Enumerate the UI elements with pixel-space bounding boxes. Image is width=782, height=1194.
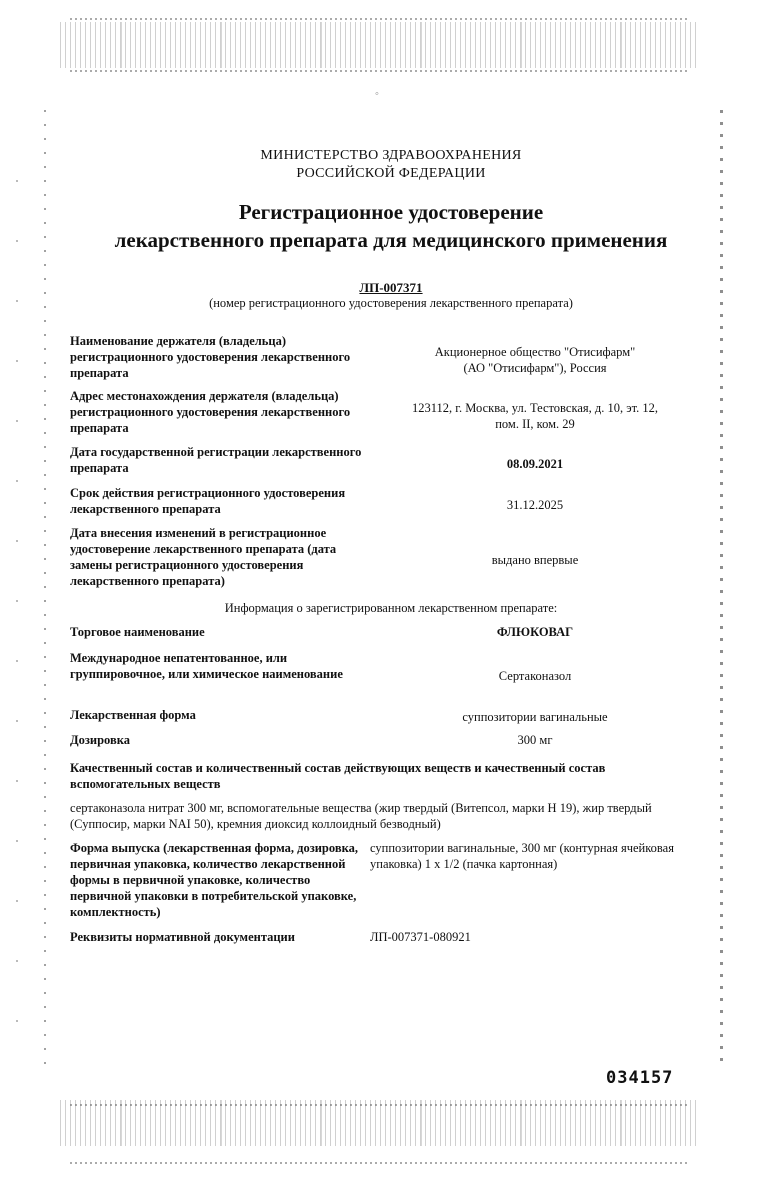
dosage-form-label: Лекарственная форма	[70, 708, 196, 722]
changes-date-row	[70, 525, 700, 591]
normative-doc-label: Реквизиты нормативной документации	[70, 930, 295, 944]
dosage-form-value: суппозитории вагинальные	[462, 710, 608, 724]
banner-line-top	[70, 18, 690, 20]
registration-date-value: 08.09.2021	[506, 457, 564, 471]
banner-line-bottom-lower	[70, 1162, 690, 1164]
validity-row	[70, 485, 700, 519]
holder-name-value-line-2: (АО "Отисифарм"), Россия	[463, 361, 607, 375]
banner-line-bottom	[70, 1104, 690, 1106]
title-line-1: Регистрационное удостоверение	[238, 200, 544, 224]
dosage-value: 300 мг	[517, 733, 553, 747]
serial-number: 034157	[606, 1068, 674, 1088]
dosage-label: Дозировка	[70, 733, 130, 747]
banner-line-top-lower	[70, 70, 690, 72]
release-form-value: суппозитории вагинальные, 300 мг (контурная ячейковая упаковка) 1 x 1/2 (пачка картонная)	[370, 841, 674, 871]
perforation-right	[720, 110, 723, 1070]
document-title	[0, 198, 782, 254]
registration-date-row	[70, 444, 700, 478]
changes-date-value: выдано впервые	[491, 553, 579, 567]
ministry-header	[0, 147, 782, 183]
title-line-2: лекарственного препарата для медицинского применения	[114, 228, 668, 252]
perforation-left-outer	[16, 180, 18, 1060]
holder-name-value-line-1: Акционерное общество "Отисифарм"	[434, 345, 636, 359]
validity-label: Срок действия регистрационного удостоверения лекарственного препарата	[70, 486, 346, 516]
perforation-left	[44, 110, 46, 1070]
validity-value: 31.12.2025	[506, 498, 564, 512]
ministry-line-1: МИНИСТЕРСТВО ЗДРАВООХРАНЕНИЯ	[260, 148, 522, 163]
registration-date-label: Дата государственной регистрации лекарственного препарата	[70, 445, 362, 475]
holder-address-value-line-1: 123112, г. Москва, ул. Тестовская, д. 10, эт. 12,	[411, 401, 658, 415]
holder-address-value	[370, 400, 700, 432]
trade-name-value: ФЛЮКОВАГ	[496, 625, 574, 639]
inn-value: Сертаконазол	[498, 669, 572, 683]
holder-address-label: Адрес местонахождения держателя (владельца) регистрационного удостоверения лекарственного препарата	[70, 389, 351, 435]
normative-doc-value: ЛП-007371-080921	[370, 930, 471, 944]
holder-name-value	[370, 344, 700, 376]
ministry-line-2: РОССИЙСКОЙ ФЕДЕРАЦИИ	[296, 166, 486, 181]
holder-address-value-line-2: пом. II, ком. 29	[495, 417, 575, 431]
holder-address-row	[70, 388, 700, 438]
inn-label: Международное непатентованное, или группировочное, или химическое наименование	[70, 651, 343, 681]
normative-doc-row	[70, 929, 700, 947]
composition-label: Качественный состав и количественный состав действующих веществ и качественный состав вспомогательных веществ	[70, 761, 606, 791]
inn-row	[70, 650, 700, 700]
holder-name-label: Наименование держателя (владельца) регистрационного удостоверения лекарственного препарата	[70, 334, 351, 380]
dosage-row	[70, 732, 700, 750]
registration-number-caption: (номер регистрационного удостоверения лекарственного препарата)	[209, 296, 573, 310]
composition-value: сертаконазола нитрат 300 мг, вспомогательные вещества (жир твердый (Витепсол, марки H 19), жир твердый (Суппосир, марки NAI 50), кремния диоксид коллоидный безводный)	[70, 801, 652, 831]
registration-number: ЛП-007371	[359, 280, 423, 295]
product-info-heading: Информация о зарегистрированном лекарственном препарате:	[224, 601, 558, 615]
changes-date-label: Дата внесения изменений в регистрационное удостоверение лекарственного препарата (дата замены регистрационного удостоверения лекарственного препарата)	[70, 526, 337, 588]
trade-name-label: Торговое наименование	[70, 625, 205, 639]
seal-mark-icon: ◦	[375, 88, 379, 100]
security-banner-bottom	[60, 1100, 700, 1146]
release-form-label: Форма выпуска (лекарственная форма, дозировка, первичная упаковка, количество лекарственной формы в первичной упаковке, количество первичной упаковки в потребительской упаковке, комплектность)	[70, 841, 358, 919]
holder-name-row	[70, 333, 700, 383]
trade-name-row	[70, 624, 700, 642]
release-form-row	[70, 840, 700, 922]
dosage-form-row	[70, 707, 700, 725]
security-banner-top	[60, 22, 700, 68]
